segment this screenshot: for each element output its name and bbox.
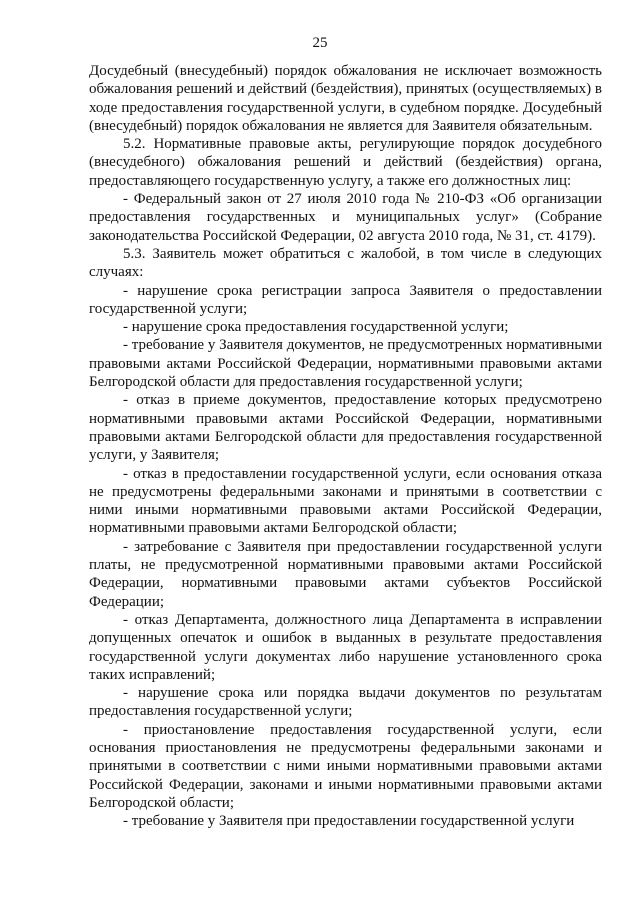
paragraph: - нарушение срока предоставления государственной услуги; xyxy=(123,319,509,336)
page-number: 25 xyxy=(312,35,328,51)
paragraph: - нарушение срока или порядка выдачи документов по результатам предоставления государственной услуги; xyxy=(89,685,602,720)
paragraph: - требование у Заявителя при предоставлении государственной услуги xyxy=(123,813,575,830)
paragraph: - отказ в предоставлении государственной услуги, если основания отказа не предусмотрены федеральными законами и принятыми в соответствии с ними иными нормативными правовыми актами Российской Федерации, нормативными правовыми актами Белгородской области; xyxy=(89,465,602,537)
paragraph: - отказ Департамента, должностного лица Департамента в исправлении допущенных опечаток и ошибок в выданных в результате предоставления государственной услуги документах либо нарушение установленного срока таких исправлений; xyxy=(89,611,602,683)
paragraph: - требование у Заявителя документов, не предусмотренных нормативными правовыми актами Российской Федерации, нормативными правовыми актами Белгородской области для предоставления государственной услуги; xyxy=(89,337,602,391)
paragraph: 5.3. Заявитель может обратиться с жалобой, в том числе в следующих случаях: xyxy=(89,245,602,281)
paragraph: - отказ в приеме документов, предоставление которых предусмотрено нормативными правовыми актами Российской Федерации, нормативными правовыми актами Белгородской области для предоставления государственной услуги, у Заявителя; xyxy=(89,392,602,464)
paragraph: 5.2. Нормативные правовые акты, регулирующие порядок досудебного (внесудебного) обжалования решений и действий (бездействия) органа, предоставляющего государственную услугу, а также его должностных лиц: xyxy=(89,136,602,189)
paragraph: - Федеральный закон от 27 июля 2010 года № 210-ФЗ «Об организации предоставления государственных и муниципальных услуг» (Собрание законодательства Российской Федерации, 02 августа 2010 года, № 31, ст. 4179). xyxy=(89,191,602,244)
document-body xyxy=(89,62,602,830)
paragraph: - приостановление предоставления государственной услуги, если основания приостановления не предусмотрены федеральными законами и принятыми в соответствии с ними иными нормативными правовыми актами Российской Федерации, законами и иными нормативными правовыми актами Белгородской области; xyxy=(89,721,602,811)
paragraph: Досудебный (внесудебный) порядок обжалования не исключает возможность обжалования решений и действий (бездействия), принятых (осуществляемых) в ходе предоставления государственной услуги, в судебном порядке. Досудебный (внесудебный) порядок обжалования не является для Заявителя обязательным. xyxy=(89,63,602,134)
paragraph: - нарушение срока регистрации запроса Заявителя о предоставлении государственной услуги; xyxy=(89,282,602,317)
paragraph: - затребование с Заявителя при предоставлении государственной услуги платы, не предусмотренной нормативными правовыми актами Российской Федерации, нормативными правовыми актами субъектов Российской Федерации; xyxy=(89,538,602,610)
